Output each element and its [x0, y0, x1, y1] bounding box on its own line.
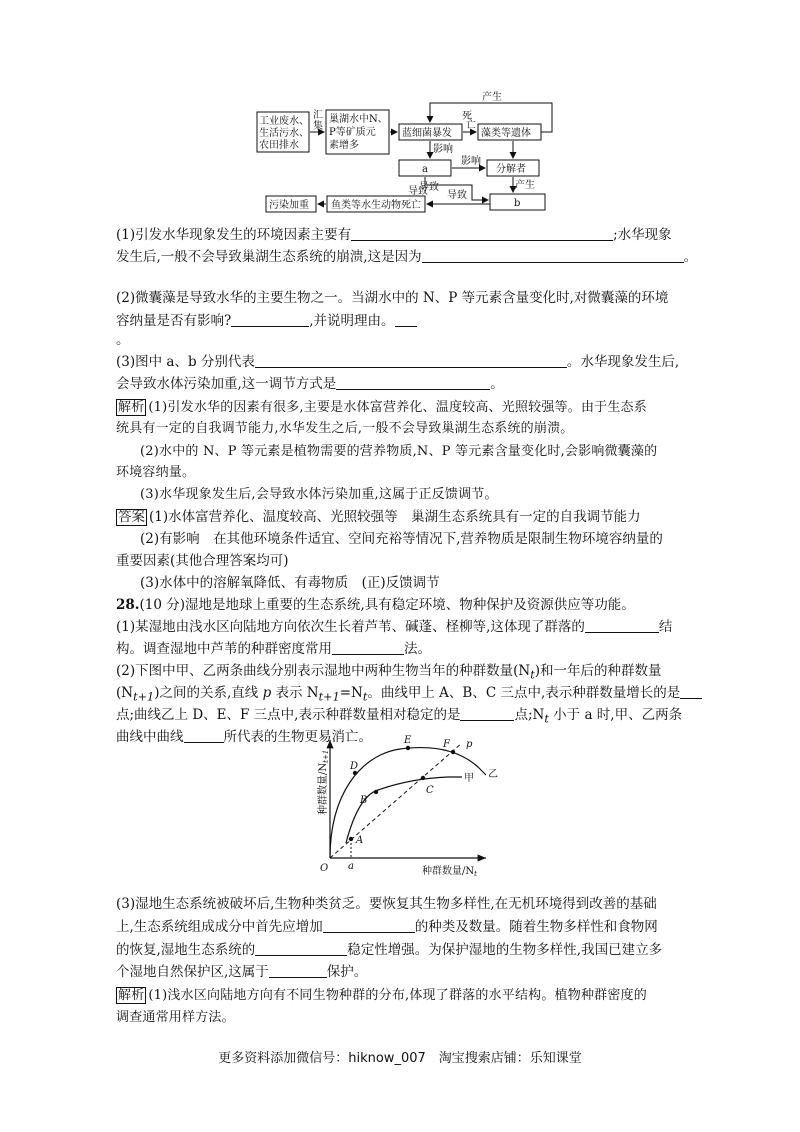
flow-influence-2: 影响 — [461, 156, 481, 167]
q28-part3-line3: 的恢复,湿地生态系统的 稳定性增强。为保护湿地的生物多样性,我国已建立多 — [116, 942, 663, 958]
point-b — [374, 790, 378, 794]
flow-source-line1: 工业废水、 — [259, 116, 309, 127]
answer-blank[interactable] — [460, 705, 514, 721]
answer-blank[interactable] — [422, 247, 684, 263]
flow-lake-line2: P等矿质元 — [329, 127, 376, 138]
answer-blank[interactable] — [231, 311, 309, 327]
q27-explanation-line1: 解析 (1)引发水华的因素有很多,主要是水体富营养化、温度较高、光照较强等。由于生态系 — [118, 400, 647, 415]
flow-fish-label: 鱼类等水生动物死亡 — [331, 200, 421, 211]
q28-stem: 28.(10 分)湿地是地球上重要的生态系统,具有稳定环境、物种保护及资源供应等功能。 — [116, 597, 635, 613]
answer-blank[interactable] — [680, 683, 702, 699]
q27-explanation-line5: (3)水华现象发生后,会导致水体污染加重,这属于正反馈调节。 — [140, 487, 498, 502]
flow-arrow-label-gather1: 汇 — [313, 110, 323, 121]
flow-bloom-label: 蓝细菌暴发 — [402, 128, 452, 139]
q28-part3-line1: (3)湿地生态系统被破坏后,生物种类贫乏。要恢复其生物多样性,在无机环境得到改善的基础 — [116, 896, 657, 912]
explanation-tag: 解析 — [118, 400, 145, 415]
q27-answer-line3: 重要因素(其他合理答案均可) — [116, 553, 289, 569]
flow-decomposer-label: 分解者 — [496, 164, 526, 175]
q28-part3-line4: 个湿地自然保护区,这属于 保护。 — [116, 964, 368, 980]
q28-part2-line4: 曲线中曲线 所代表的生物更易消亡。 — [116, 729, 372, 745]
q27-answer-line1: 答案 (1)水体富营养化、温度较高、光照较强等 巢湖生态系统具有一定的自我调节能力 — [118, 509, 641, 525]
flow-die-2: 亡 — [466, 120, 476, 131]
q28-part2-line1: (2)下图中甲、乙两条曲线分别表示湿地中两种生物当年的种群数量$(N_t)$和一年后的种群数量 — [116, 663, 662, 682]
q27-part1-line2: 发生后,一般不会导致巢湖生态系统的崩溃,这是因为 。 — [116, 249, 698, 265]
q27-part2-line3: 。 — [116, 332, 130, 348]
label-curve-jia: 甲 — [464, 773, 474, 784]
label-curve-yi: 乙 — [488, 769, 498, 780]
flow-b-label: b — [514, 198, 521, 209]
label-a-tick: a — [348, 861, 354, 872]
label-b-point: B — [360, 795, 368, 806]
flow-die-1: 死 — [462, 111, 472, 122]
flow-influence-1: 影响 — [433, 144, 453, 155]
point-e — [406, 746, 410, 750]
q28-part2-line2: $(N_{t+1})$之间的关系,直线 p 表示 $N_{t+1}=N_t$。曲线甲上 A、B、C 三点中,表示种群数量增长的是 — [116, 682, 696, 709]
q27-part3-line2: 会导致水体污染加重,这一调节方式是 。 — [116, 376, 504, 392]
answer-blank[interactable] — [332, 639, 404, 655]
q27-part3-line1: (3)图中 a、b 分别代表 。水华现象发生后, — [116, 354, 680, 370]
label-f-point: F — [443, 739, 450, 750]
q28-part2-line3: 点;曲线乙上 D、E、F 三点中,表示种群数量相对稳定的是 点$;N_t$ 小于 a 时,甲、乙两条 — [116, 707, 683, 726]
answer-blank[interactable] — [395, 311, 417, 327]
page-footer: 更多资料添加微信号：hiknow_007 淘宝搜索店铺：乐知课堂 — [218, 1051, 582, 1066]
label-e-point: E — [404, 735, 412, 746]
flow-cause-2: 导致 — [447, 190, 467, 201]
y-axis-label: 种群数量$/N_{t+1}$ — [318, 749, 330, 815]
flow-cause-1: 导致 — [419, 182, 439, 193]
q28-explanation-line1: 解析 (1)浅水区向陆地方向有不同生物种群的分布,体现了群落的水平结构。植物种群密度的 — [118, 988, 647, 1003]
point-f — [451, 750, 455, 754]
q27-explanation-line4: 环境容纳量。 — [116, 465, 196, 480]
flow-arrow-label-gather2: 集 — [313, 121, 323, 132]
q27-answer-line2: (2)有影响 在其他环境条件适宜、空间充裕等情况下,营养物质是限制生物环境容纳量的 — [140, 531, 663, 547]
q27-part2-line1: (2)微囊藻是导致水华的主要生物之一。当湖水中的 N、P 等元素含量变化时,对微囊藻的环境 — [116, 290, 669, 306]
label-line-p: p — [466, 739, 473, 750]
q27-answer-line4: (3)水体中的溶解氧降低、有毒物质 (正)反馈调节 — [140, 575, 440, 591]
flow-source-line3: 农田排水 — [259, 140, 299, 151]
answer-blank[interactable] — [351, 225, 613, 241]
flow-cause-3: 导致 — [408, 186, 428, 197]
answer-blank[interactable] — [269, 962, 327, 978]
label-d-point: D — [350, 761, 359, 772]
point-a — [349, 837, 353, 841]
answer-tag: 答案 — [118, 509, 145, 525]
flow-remains-label: 藻类等遗体 — [481, 128, 531, 139]
flow-lake-line1: 巢湖水中N、 — [329, 114, 388, 125]
answer-blank[interactable] — [255, 940, 347, 956]
label-origin: O — [320, 863, 329, 874]
point-c — [421, 776, 425, 780]
q28-explanation-line2: 调查通常用样方法。 — [116, 1010, 235, 1025]
curve-jia — [346, 777, 462, 843]
label-a-point: A — [356, 835, 364, 846]
label-c-point: C — [426, 785, 434, 796]
q28-part1-line1: (1)某湿地由浅水区向陆地方向依次生长着芦苇、碱蓬、柽柳等,这体现了群落的 结 — [116, 619, 673, 635]
flow-source-line2: 生活污水、 — [259, 128, 309, 139]
flow-pollution-label: 污染加重 — [269, 200, 309, 211]
answer-blank[interactable] — [255, 352, 567, 368]
q28-part1-line2: 构。调查湿地中芦苇的种群密度常用 法。 — [116, 641, 431, 657]
answer-blank[interactable] — [585, 617, 659, 633]
q27-part2-line2: 容纳量是否有影响? ,并说明理由。 — [116, 310, 696, 333]
flow-a-label: a — [422, 164, 428, 175]
q27-part1-line1: (1)引发水华现象发生的环境因素主要有 ;水华现象 — [116, 227, 672, 243]
q27-explanation-line2: 统具有一定的自我调节能力,水华发生之后,一般不会导致巢湖生态系统的崩溃。 — [116, 421, 574, 436]
q28-part3-line2: 上,生态系统组成成分中首先应增加 的种类及数量。随着生物多样性和食物网 — [116, 919, 658, 935]
answer-blank[interactable] — [323, 917, 415, 933]
explanation-tag: 解析 — [118, 988, 145, 1003]
population-curve-graph — [0, 735, 800, 885]
flow-produce-2: 产生 — [515, 180, 535, 191]
x-axis-label: 种群数量$/N_t$ — [422, 866, 477, 878]
flow-produce-top: 产生 — [482, 92, 502, 103]
water-bloom-flow-diagram — [0, 0, 800, 220]
q27-explanation-line3: (2)水中的 N、P 等元素是植物需要的营养物质,N、P 等元素含量变化时,会影响微囊藻的 — [140, 444, 658, 459]
answer-blank[interactable] — [336, 374, 490, 390]
flow-lake-line3: 素增多 — [329, 140, 359, 151]
